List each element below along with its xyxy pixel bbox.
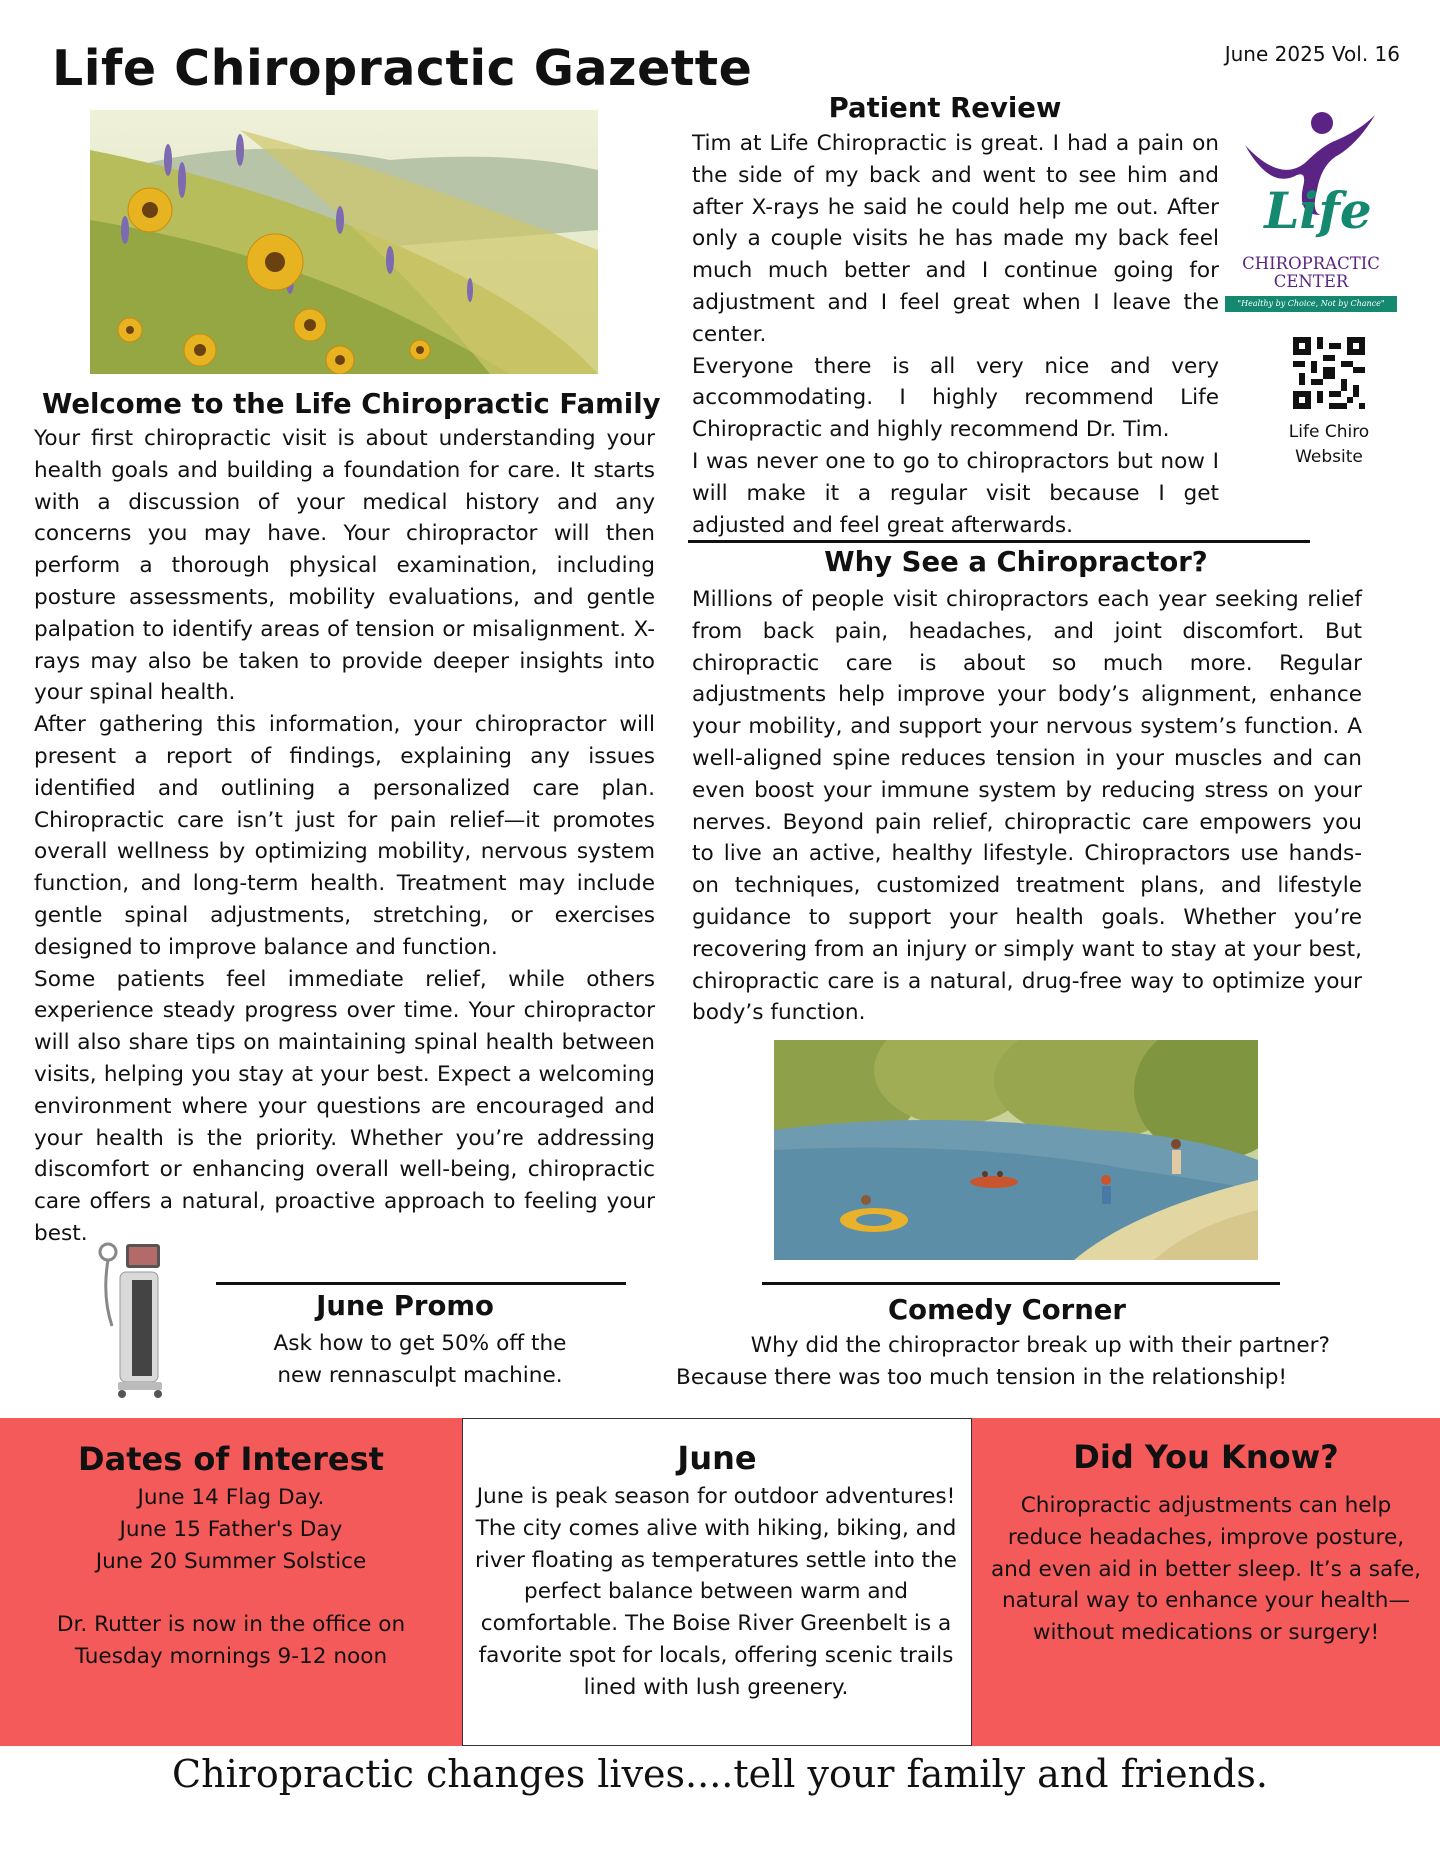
did-you-know-body: Chiropractic adjustments can help reduce headaches, improve posture, and even aid in better sleep. It’s a safe, natural way to enhance your health—without medications or surgery! [990,1493,1422,1646]
welcome-heading: Welcome to the Life Chiropractic Family [42,388,661,420]
promo-line2: new rennasculpt machine. [277,1362,563,1388]
clinic-logo [1225,105,1397,317]
qr-caption [1270,420,1388,470]
welcome-body [34,423,655,1250]
dates-box [0,1418,462,1746]
welcome-paragraph: After gathering this information, your chiropractor will present a report of findings, explaining any issues identified and outlining a personalized care plan. Chiropractic care isn’t just for pain relief—it promotes overall wellness by optimizing mobility, nervous system function, and long-term health. Treatment may include gentle spinal adjustments, stretching, or exercises designed to improve balance and function. [34,712,655,960]
did-you-know-box [972,1418,1440,1746]
review-paragraph: I was never one to go to chiropractors but now I will make it a regular visit because I get adjusted and feel great afterwards. [692,448,1219,538]
laser-machine-image [92,1236,176,1400]
comedy-body [676,1330,1330,1394]
logo-word: Life [1264,181,1372,240]
review-heading: Patient Review [828,92,1062,124]
june-heading: June [677,1439,757,1477]
why-body: Millions of people visit chiropractors each year seeking relief from back pain, headaches, and joint discomfort. But chiropractic care is about so much more. Regular adjustments help improve your body’s alignment, enhance your mobility, and support your nervous system’s function. A well-aligned spine reduces tension in your muscles and can even boost your immune system by reducing stress on your nerves. Beyond pain relief, chiropractic care empowers you to live an active, healthy lifestyle. Chiropractors use hands-on techniques, customized treatment plans, and lifestyle guidance to support your health goals. Whether you’re recovering from an injury or simply want to stay at your best, chiropractic care is a natural, drug-free way to optimize your body’s function. [692,587,1362,1026]
sunflower-meadow-image [90,110,598,374]
logo-tagline: "Healthy by Choice, Not by Chance" [1225,296,1397,312]
promo-line1: Ask how to get 50% off the [273,1331,567,1356]
qr-caption-line1: Life Chiro [1288,422,1370,442]
did-you-know-heading: Did You Know? [1073,1438,1339,1476]
divider [762,1282,1280,1285]
welcome-paragraph: Your first chiropractic visit is about understanding your health goals and building a foundation for care. It starts with a discussion of your medical history and any concerns you may have. Your chiropractor will then perform a thorough physical examination, including posture assessments, mobility evaluations, and gentle palpation to identify areas of tension or misalignment. X-rays may also be taken to provide deeper insights into your spinal health. [34,426,655,706]
river-scene-image [774,1040,1258,1260]
dates-note-line2: Tuesday mornings 9-12 noon [74,1643,388,1669]
june-body: June is peak season for outdoor adventures! The city comes alive with hiking, biking, and river floating as temperatures settle into the perfect balance between warm and comfortable. The Boise River Greenbelt is a favorite spot for locals, offering scenic trails lined with lush greenery. [475,1484,957,1700]
comedy-line2: Because there was too much tension in the relationship! [676,1364,1288,1390]
review-body [692,128,1219,541]
date-item: June 14 Flag Day. [137,1485,325,1510]
logo-line1: CHIROPRACTIC [1242,254,1380,273]
review-paragraph: Tim at Life Chiropractic is great. I had a pain on the side of my back and went to see him and after X-rays he said he could help me out. After only a couple visits he has made my back feel much much better and I continue going for adjustment and I feel great when I leave the center. [692,131,1219,347]
why-heading: Why See a Chiropractor? [824,546,1208,578]
dates-list [0,1482,462,1673]
promo-body [230,1328,610,1392]
footer-slogan: Chiropractic changes lives....tell your family and friends. [172,1752,1268,1796]
comedy-line1: Why did the chiropractor break up with their partner? [750,1333,1330,1358]
dates-note-line1: Dr. Rutter is now in the office on [56,1612,406,1638]
qr-code[interactable] [1293,337,1365,409]
review-paragraph: Everyone there is all very nice and very accommodating. I highly recommend Life Chiropractic and highly recommend Dr. Tim. [692,353,1219,443]
date-item: June 15 Father's Day [119,1516,343,1542]
logo-line2: CENTER [1273,272,1349,291]
newsletter-title: Life Chiropractic Gazette [52,40,753,97]
comedy-heading: Comedy Corner [888,1294,1126,1326]
issue-label: June 2025 Vol. 16 [1224,42,1400,66]
date-item: June 20 Summer Solstice [95,1548,367,1574]
divider [688,540,1310,543]
dates-heading: Dates of Interest [78,1440,384,1478]
june-box [462,1418,972,1746]
divider [216,1282,626,1285]
promo-heading: June Promo [316,1290,494,1322]
welcome-paragraph: Some patients feel immediate relief, while others experience steady progress over time. Your chiropractor will also share tips on maintaining spinal health between visits, helping you stay at your best. Expect a welcoming environment where your questions are encouraged and your health is the priority. Whether you’re addressing discomfort or enhancing overall well-being, chiropractic care offers a natural, proactive approach to feeling your best. [34,966,655,1246]
qr-caption-line2: Website [1295,447,1363,467]
